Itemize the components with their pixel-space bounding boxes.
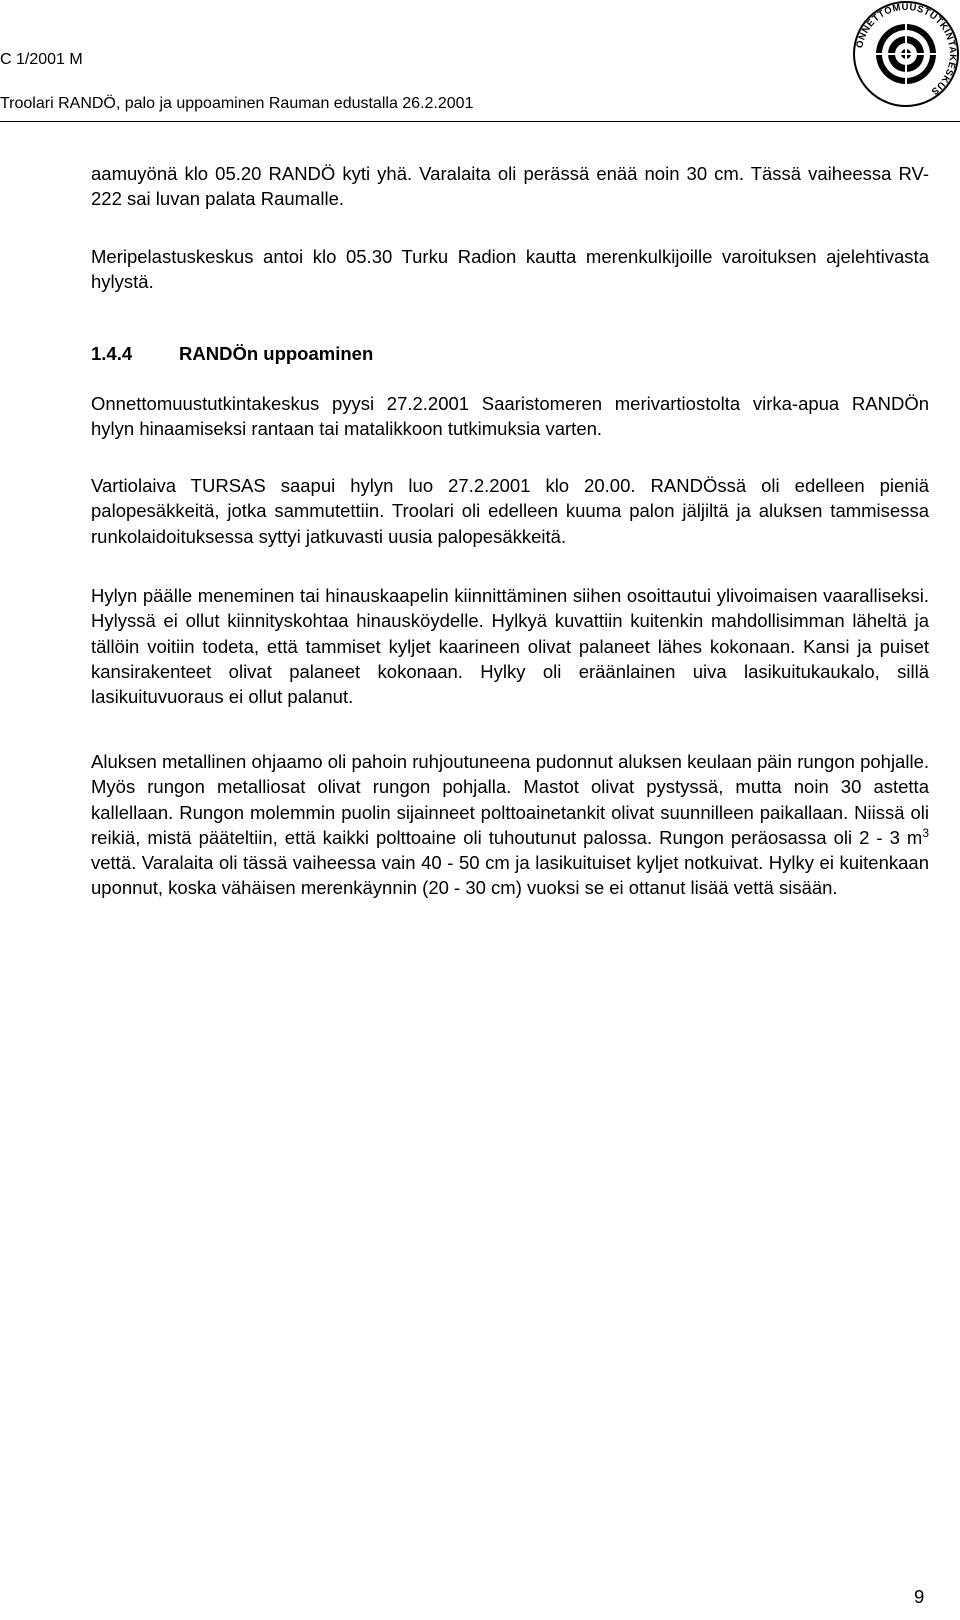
section-title: RANDÖn uppoaminen — [179, 343, 374, 364]
paragraph-2: Meripelastuskeskus antoi klo 05.30 Turku Radion kautta merenkulkijoille varoituksen ajelehtivasta hylystä. — [91, 246, 929, 293]
page-number: 9 — [914, 1586, 925, 1607]
paragraph-1: aamuyönä klo 05.20 RANDÖ kyti yhä. Varalaita oli perässä enää noin 30 cm. Tässä vaiheessa RV-222 sai luvan palata Raumalle. — [91, 163, 929, 210]
paragraph-3: Onnettomuustutkintakeskus pyysi 27.2.2001 Saaristomeren merivartiostolta virka-apua RANDÖn hylyn hinaamiseksi rantaan tai matalikkoon tutkimuksia varten. — [91, 393, 929, 440]
paragraph-6-text-b: vettä. Varalaita oli tässä vaiheessa vain 40 - 50 cm ja lasikuituiset kyljet notkuivat. Hylky ei kuitenkaan uponnut, koska vähäisen merenkäynnin (20 - 30 cm) vuoksi se ei ottanut lisää vettä sisään. — [91, 852, 929, 899]
onnettomuustutkintakeskus-logo-icon — [852, 0, 960, 108]
section-heading — [91, 341, 373, 366]
header-rule — [0, 121, 960, 122]
paragraph-6 — [91, 749, 929, 901]
paragraph-4: Vartiolaiva TURSAS saapui hylyn luo 27.2.2001 klo 20.00. RANDÖssä oli edelleen pieniä palopesäkkeitä, jotka sammutettiin. Troolari oli edelleen kuuma palon jäljiltä ja aluksen tammisessa runkolaidoituksessa syttyi jatkuvasti uusia palopesäkkeitä. — [91, 475, 929, 547]
paragraph-5: Hylyn päälle meneminen tai hinauskaapelin kiinnittäminen siihen osoittautui ylivoimaisen vaaralliseksi. Hylyssä ei ollut kiinnityskohtaa hinausköydelle. Hylkyä kuvattiin kuitenkin mahdollisimman läheltä ja tällöin voitiin todeta, että tammiset kyljet kaarineen olivat palaneet lähes kokonaan. Kansi ja puiset kansirakenteet olivat palaneet kokonaan. Hylky oli eräänlainen uiva lasikuitukaukalo, sillä lasikuituvuoraus ei ollut palanut. — [91, 585, 929, 708]
paragraph-6-text-a: Aluksen metallinen ohjaamo oli pahoin ruhjoutuneena pudonnut aluksen keulaan päin rungon pohjalle. Myös rungon metalliosat olivat rungon pohjalla. Mastot olivat pystyssä, mutta noin 30 astetta kallellaan. Rungon molemmin puolin sijainneet polttoainetankit olivat suunnilleen paikallaan. Niissä oli reikiä, mistä pääteltiin, että kaikki polttoaine oli tuhoutunut palossa. Rungon peräosassa oli 2 - 3 m — [91, 751, 929, 848]
svg-text:ONNETTOMUUSTUTKINTAKESKUS: ONNETTOMUUSTUTKINTAKESKUS — [854, 1, 959, 98]
superscript-cubic: 3 — [922, 825, 929, 840]
section-number: 1.4.4 — [91, 343, 133, 364]
document-code: C 1/2001 M — [0, 51, 83, 68]
document-title: Troolari RANDÖ, palo ja uppoaminen Rauman edustalla 26.2.2001 — [0, 95, 474, 112]
